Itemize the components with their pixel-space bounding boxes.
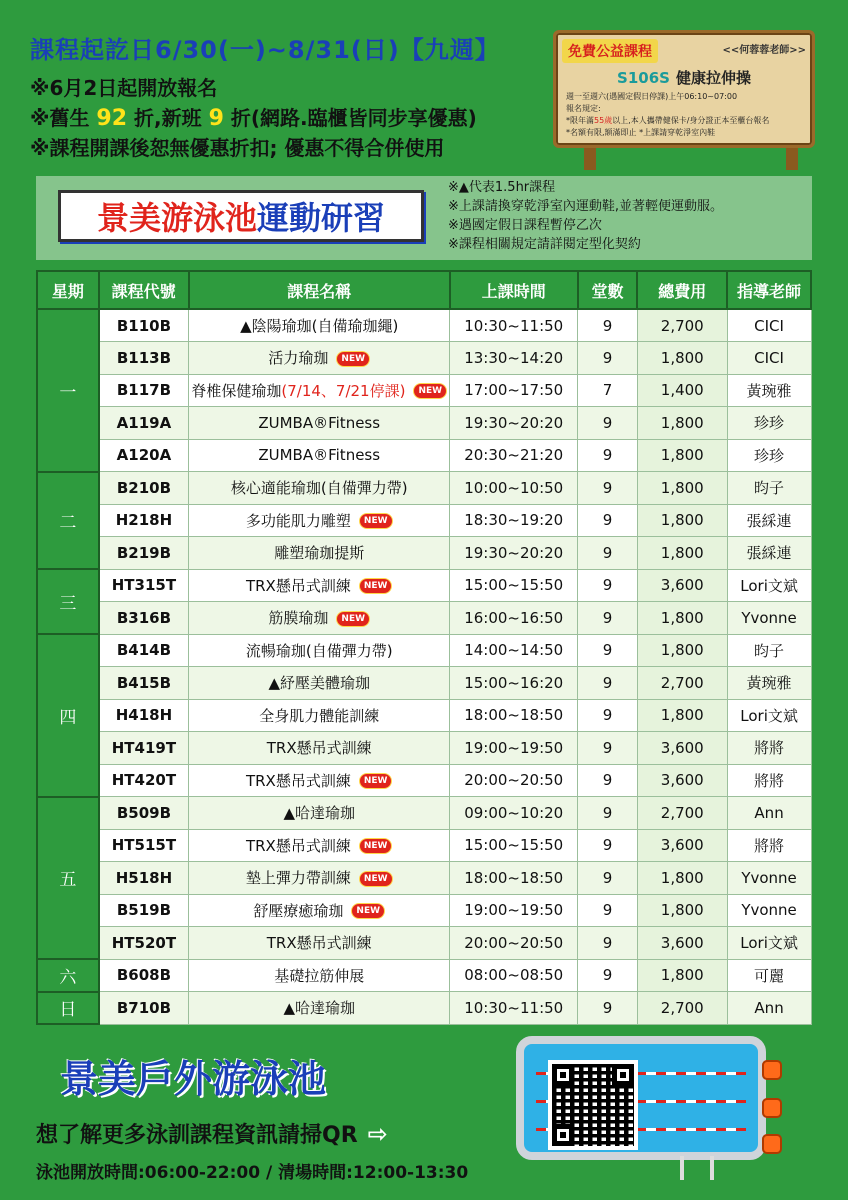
table-row xyxy=(37,602,811,635)
day-cell: 一 xyxy=(37,309,99,472)
course-fee: 1,800 xyxy=(637,634,727,667)
sign-course xyxy=(556,67,812,88)
course-fee: 1,800 xyxy=(637,407,727,440)
course-time: 15:00~15:50 xyxy=(450,569,578,602)
teacher-name: 黃琬雅 xyxy=(727,667,811,700)
session-count: 9 xyxy=(578,764,638,797)
course-name-cell xyxy=(189,732,450,765)
course-name-cell xyxy=(189,829,450,862)
new-badge-icon: NEW xyxy=(336,611,370,627)
course-code: B316B xyxy=(99,602,189,635)
session-count: 9 xyxy=(578,537,638,570)
course-code: B210B xyxy=(99,472,189,505)
free-class-sign xyxy=(553,30,815,148)
session-count: 7 xyxy=(578,374,638,407)
qr-code-icon[interactable] xyxy=(548,1060,638,1150)
teacher-name: 將將 xyxy=(727,764,811,797)
course-time: 17:00~17:50 xyxy=(450,374,578,407)
discount-text-a: ※舊生 xyxy=(30,106,90,130)
teacher-name: Lori文斌 xyxy=(727,699,811,732)
new-badge-icon: NEW xyxy=(351,903,385,919)
course-code: B414B xyxy=(99,634,189,667)
course-fee: 1,800 xyxy=(637,472,727,505)
new-badge-icon: NEW xyxy=(413,383,447,399)
table-row xyxy=(37,829,811,862)
header-fee: 總費用 xyxy=(637,271,727,309)
qr-prompt-text: 想了解更多泳訓課程資訊請掃QR xyxy=(36,1123,358,1148)
course-code: HT520T xyxy=(99,927,189,960)
table-row xyxy=(37,407,811,440)
session-count: 9 xyxy=(578,829,638,862)
course-name-cell xyxy=(189,894,450,927)
day-cell: 六 xyxy=(37,959,99,992)
course-name: 脊椎保健瑜珈 xyxy=(191,381,282,400)
new-badge-icon: NEW xyxy=(359,838,393,854)
table-row xyxy=(37,504,811,537)
course-time: 20:00~20:50 xyxy=(450,927,578,960)
pool-float-icon xyxy=(762,1098,782,1118)
session-count: 9 xyxy=(578,569,638,602)
qr-corner xyxy=(552,1064,574,1086)
table-row xyxy=(37,764,811,797)
session-count: 9 xyxy=(578,797,638,830)
course-name: 筋膜瑜珈 xyxy=(268,609,329,628)
teacher-name: Yvonne xyxy=(727,894,811,927)
course-name: 流暢瑜珈(自備彈力帶) xyxy=(245,641,393,660)
session-count: 9 xyxy=(578,439,638,472)
teacher-name: 珍珍 xyxy=(727,407,811,440)
day-cell: 四 xyxy=(37,634,99,797)
course-name-cell xyxy=(189,602,450,635)
header-time: 上課時間 xyxy=(450,271,578,309)
table-row xyxy=(37,634,811,667)
course-code: HT419T xyxy=(99,732,189,765)
session-count: 9 xyxy=(578,927,638,960)
registration-open-note: ※6月2日起開放報名 xyxy=(30,76,218,100)
teacher-name: CICI xyxy=(727,309,811,342)
day-cell: 五 xyxy=(37,797,99,960)
course-fee: 1,400 xyxy=(637,374,727,407)
course-name-cell xyxy=(189,862,450,895)
course-name-cell xyxy=(189,309,450,342)
note-item: ※遇國定假日課程暫停乙次 xyxy=(448,218,602,233)
new-class-discount: 9 xyxy=(208,106,224,131)
session-count: 9 xyxy=(578,407,638,440)
teacher-name: Ann xyxy=(727,992,811,1025)
session-count: 9 xyxy=(578,992,638,1025)
teacher-name: Yvonne xyxy=(727,862,811,895)
table-row xyxy=(37,374,811,407)
course-note: (7/14、7/21停課) xyxy=(281,381,406,400)
banner-title-study: 運動研習 xyxy=(257,199,386,237)
qr-corner xyxy=(612,1064,634,1086)
course-fee: 1,800 xyxy=(637,439,727,472)
header-code: 課程代號 xyxy=(99,271,189,309)
day-cell: 三 xyxy=(37,569,99,634)
day-cell: 日 xyxy=(37,992,99,1025)
course-code: B509B xyxy=(99,797,189,830)
header-teacher: 指導老師 xyxy=(727,271,811,309)
course-time: 13:30~14:20 xyxy=(450,342,578,375)
course-code: B608B xyxy=(99,959,189,992)
course-fee: 3,600 xyxy=(637,764,727,797)
session-count: 9 xyxy=(578,602,638,635)
free-class-badge: 免費公益課程 xyxy=(562,39,658,63)
table-row xyxy=(37,537,811,570)
course-code: B110B xyxy=(99,309,189,342)
table-row xyxy=(37,439,811,472)
note-item: ※▲代表1.5hr課程 xyxy=(448,180,556,195)
arrow-right-icon: ⇨ xyxy=(367,1120,388,1148)
course-name: TRX懸吊式訓練 xyxy=(245,836,351,855)
new-badge-icon: NEW xyxy=(336,351,370,367)
sign-teacher: <<何蓉蓉老師>> xyxy=(722,45,806,56)
course-time: 15:00~16:20 xyxy=(450,667,578,700)
discount-text-c: 折(網路.臨櫃皆同步享優惠) xyxy=(230,106,477,130)
course-fee: 2,700 xyxy=(637,309,727,342)
new-badge-icon: NEW xyxy=(359,513,393,529)
course-name: TRX懸吊式訓練 xyxy=(266,934,372,953)
course-name-cell xyxy=(189,472,450,505)
course-name-cell xyxy=(189,342,450,375)
table-row xyxy=(37,797,811,830)
course-name: 墊上彈力帶訓練 xyxy=(245,869,351,888)
session-count: 9 xyxy=(578,732,638,765)
course-fee: 1,800 xyxy=(637,894,727,927)
course-fee: 1,800 xyxy=(637,862,727,895)
sign-schedule: 週一至週六(遇國定假日停課)上午06:10~07:00 xyxy=(566,92,738,101)
course-name-cell xyxy=(189,374,450,407)
course-fee: 1,800 xyxy=(637,602,727,635)
teacher-name: 昀子 xyxy=(727,634,811,667)
course-time: 18:30~19:20 xyxy=(450,504,578,537)
sign-course-name: 健康拉伸操 xyxy=(675,69,751,87)
course-name-cell xyxy=(189,667,450,700)
teacher-name: Lori文斌 xyxy=(727,927,811,960)
course-name-cell xyxy=(189,927,450,960)
table-row xyxy=(37,862,811,895)
outdoor-pool-title: 景美戶外游泳池 xyxy=(60,1057,327,1101)
course-name: TRX懸吊式訓練 xyxy=(245,771,351,790)
table-row xyxy=(37,992,811,1025)
pool-float-icon xyxy=(762,1060,782,1080)
session-count: 9 xyxy=(578,309,638,342)
course-fee: 1,800 xyxy=(637,959,727,992)
teacher-name: Lori文斌 xyxy=(727,569,811,602)
course-time: 10:30~11:50 xyxy=(450,309,578,342)
discount-note xyxy=(30,102,477,131)
course-time: 10:30~11:50 xyxy=(450,992,578,1025)
course-name: 多功能肌力雕塑 xyxy=(245,511,351,530)
course-name: 全身肌力體能訓練 xyxy=(259,706,380,725)
table-row xyxy=(37,959,811,992)
session-count: 9 xyxy=(578,894,638,927)
course-time: 19:00~19:50 xyxy=(450,894,578,927)
course-code: B113B xyxy=(99,342,189,375)
day-cell: 二 xyxy=(37,472,99,570)
course-fee: 1,800 xyxy=(637,342,727,375)
course-code: B117B xyxy=(99,374,189,407)
course-time: 16:00~16:50 xyxy=(450,602,578,635)
course-code: HT315T xyxy=(99,569,189,602)
teacher-name: Ann xyxy=(727,797,811,830)
course-name-cell xyxy=(189,959,450,992)
table-row xyxy=(37,699,811,732)
session-count: 9 xyxy=(578,504,638,537)
course-name: 基礎拉筋伸展 xyxy=(274,966,365,985)
course-name: TRX懸吊式訓練 xyxy=(266,739,372,758)
course-time: 19:30~20:20 xyxy=(450,407,578,440)
course-time: 09:00~10:20 xyxy=(450,797,578,830)
course-time: 18:00~18:50 xyxy=(450,862,578,895)
pool-float-icon xyxy=(762,1134,782,1154)
table-row xyxy=(37,927,811,960)
course-name-cell xyxy=(189,634,450,667)
course-name: 雕塑瑜珈提斯 xyxy=(274,544,365,563)
table-row xyxy=(37,732,811,765)
session-count: 9 xyxy=(578,667,638,700)
table-row xyxy=(37,569,811,602)
course-fee: 3,600 xyxy=(637,829,727,862)
course-fee: 2,700 xyxy=(637,797,727,830)
session-count: 9 xyxy=(578,959,638,992)
qr-prompt xyxy=(36,1118,388,1149)
teacher-name: 張綵連 xyxy=(727,537,811,570)
course-name-cell xyxy=(189,504,450,537)
course-code: HT515T xyxy=(99,829,189,862)
course-name-cell xyxy=(189,439,450,472)
course-time: 19:00~19:50 xyxy=(450,732,578,765)
discount-text-b: 折,新班 xyxy=(134,106,202,130)
course-time: 14:00~14:50 xyxy=(450,634,578,667)
course-name-cell xyxy=(189,699,450,732)
course-fee: 3,600 xyxy=(637,732,727,765)
teacher-name: 張綵連 xyxy=(727,504,811,537)
course-fee: 3,600 xyxy=(637,927,727,960)
table-row xyxy=(37,309,811,342)
course-fee: 2,700 xyxy=(637,667,727,700)
course-name: 活力瑜珈 xyxy=(268,349,329,368)
course-name-cell xyxy=(189,992,450,1025)
course-code: B219B xyxy=(99,537,189,570)
course-time: 20:30~21:20 xyxy=(450,439,578,472)
new-badge-icon: NEW xyxy=(359,773,393,789)
teacher-name: 將將 xyxy=(727,829,811,862)
course-fee: 1,800 xyxy=(637,699,727,732)
course-code: A120A xyxy=(99,439,189,472)
banner-notes xyxy=(448,178,723,254)
teacher-name: 將將 xyxy=(727,732,811,765)
teacher-name: 昀子 xyxy=(727,472,811,505)
new-badge-icon: NEW xyxy=(359,871,393,887)
no-discount-note: ※課程開課後恕無優惠折扣; 優惠不得合併使用 xyxy=(30,136,445,160)
sign-rule-1: *限年滿55歲以上,本人攜帶健保卡/身分證正本至櫃台報名 xyxy=(566,116,770,125)
note-item: ※課程相關規定請詳閱定型化契約 xyxy=(448,237,641,252)
note-item: ※上課請換穿乾淨室內運動鞋,並著輕便運動服。 xyxy=(448,199,724,214)
course-code: A119A xyxy=(99,407,189,440)
session-count: 9 xyxy=(578,634,638,667)
header-day: 星期 xyxy=(37,271,99,309)
course-fee: 3,600 xyxy=(637,569,727,602)
sign-course-code: S106S xyxy=(617,69,670,87)
old-student-discount: 92 xyxy=(96,106,128,131)
course-code: B519B xyxy=(99,894,189,927)
session-count: 9 xyxy=(578,342,638,375)
course-name: ▲陰陽瑜珈(自備瑜珈繩) xyxy=(240,317,399,335)
table-row xyxy=(37,894,811,927)
pool-class-banner xyxy=(58,190,424,242)
session-count: 9 xyxy=(578,699,638,732)
qr-corner xyxy=(552,1124,574,1146)
banner-title-pool: 景美游泳池 xyxy=(96,199,257,237)
course-time: 08:00~08:50 xyxy=(450,959,578,992)
course-code: HT420T xyxy=(99,764,189,797)
teacher-name: 可麗 xyxy=(727,959,811,992)
session-count: 9 xyxy=(578,472,638,505)
course-fee: 1,800 xyxy=(637,537,727,570)
teacher-name: CICI xyxy=(727,342,811,375)
course-name: ZUMBA®Fitness xyxy=(258,446,381,465)
course-time: 19:30~20:20 xyxy=(450,537,578,570)
course-time: 20:00~20:50 xyxy=(450,764,578,797)
teacher-name: 黃琬雅 xyxy=(727,374,811,407)
course-name-cell xyxy=(189,569,450,602)
course-code: B415B xyxy=(99,667,189,700)
session-count: 9 xyxy=(578,862,638,895)
table-row xyxy=(37,472,811,505)
course-time: 18:00~18:50 xyxy=(450,699,578,732)
course-name-cell xyxy=(189,764,450,797)
course-period-title: 課程起訖日6/30(一)~8/31(日)【九週】 xyxy=(30,36,500,64)
header-name: 課程名稱 xyxy=(189,271,450,309)
course-name: 舒壓療癒瑜珈 xyxy=(253,901,344,920)
table-header-row xyxy=(37,271,811,309)
course-code: B710B xyxy=(99,992,189,1025)
new-badge-icon: NEW xyxy=(359,578,393,594)
course-fee: 1,800 xyxy=(637,504,727,537)
teacher-name: 珍珍 xyxy=(727,439,811,472)
course-name: TRX懸吊式訓練 xyxy=(245,576,351,595)
course-name: 核心適能瑜珈(自備彈力帶) xyxy=(230,479,408,498)
course-name: ZUMBA®Fitness xyxy=(258,413,381,432)
course-time: 10:00~10:50 xyxy=(450,472,578,505)
course-fee: 2,700 xyxy=(637,992,727,1025)
table-row xyxy=(37,342,811,375)
course-code: H518H xyxy=(99,862,189,895)
course-schedule-table xyxy=(36,270,812,1025)
course-code: H418H xyxy=(99,699,189,732)
course-name: ▲哈達瑜珈 xyxy=(283,999,355,1018)
course-name-cell xyxy=(189,407,450,440)
sign-rule-title: 報名規定: xyxy=(566,104,601,113)
pool-ladder-icon xyxy=(680,1156,714,1180)
course-name-cell xyxy=(189,797,450,830)
header-count: 堂數 xyxy=(578,271,638,309)
table-row xyxy=(37,667,811,700)
course-code: H218H xyxy=(99,504,189,537)
course-name: ▲紓壓美體瑜珈 xyxy=(268,674,370,693)
course-time: 15:00~15:50 xyxy=(450,829,578,862)
pool-hours: 泳池開放時間:06:00-22:00 / 清場時間:12:00-13:30 xyxy=(36,1163,469,1183)
course-name-cell xyxy=(189,537,450,570)
course-name: ▲哈達瑜珈 xyxy=(283,804,355,823)
sign-rule-2: *名額有限,額滿即止 *上課請穿乾淨室內鞋 xyxy=(566,128,716,137)
teacher-name: Yvonne xyxy=(727,602,811,635)
